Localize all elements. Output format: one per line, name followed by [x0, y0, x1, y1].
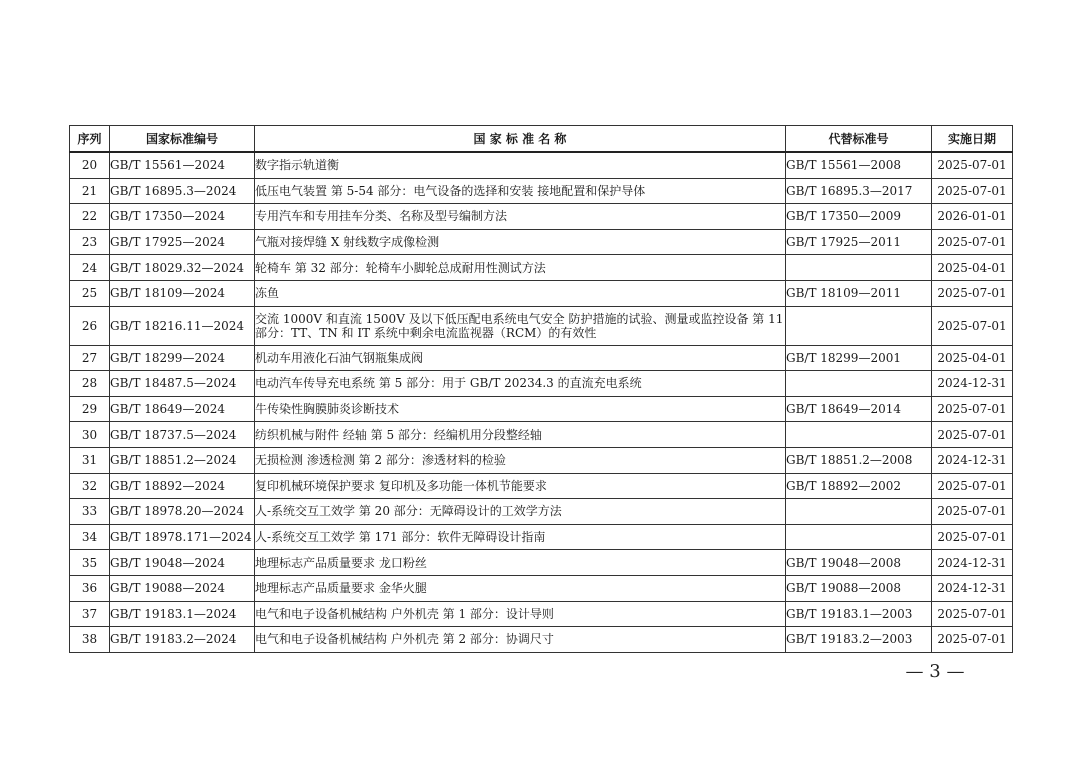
cell-seq: 24 [70, 255, 110, 281]
header-seq: 序列 [70, 126, 110, 153]
cell-effective-date: 2025-07-01 [932, 229, 1013, 255]
cell-standard-name: 气瓶对接焊缝 X 射线数字成像检测 [255, 229, 786, 255]
cell-replaces: GB/T 18109—2011 [786, 280, 932, 306]
cell-standard-name: 地理标志产品质量要求 金华火腿 [255, 575, 786, 601]
cell-effective-date: 2025-04-01 [932, 345, 1013, 371]
cell-seq: 38 [70, 627, 110, 653]
cell-standard-name: 地理标志产品质量要求 龙口粉丝 [255, 550, 786, 576]
table-row [70, 152, 1013, 178]
cell-replaces: GB/T 19088—2008 [786, 575, 932, 601]
cell-effective-date: 2026-01-01 [932, 204, 1013, 230]
cell-seq: 35 [70, 550, 110, 576]
cell-standard-name: 电气和电子设备机械结构 户外机壳 第 2 部分：协调尺寸 [255, 627, 786, 653]
cell-standard-code: GB/T 18978.20—2024 [110, 499, 255, 525]
cell-standard-name: 低压电气装置 第 5-54 部分：电气设备的选择和安装 接地配置和保护导体 [255, 178, 786, 204]
cell-standard-name: 机动车用液化石油气钢瓶集成阀 [255, 345, 786, 371]
table-header [70, 126, 1013, 153]
cell-standard-code: GB/T 18487.5—2024 [110, 371, 255, 397]
cell-effective-date: 2025-07-01 [932, 601, 1013, 627]
cell-replaces: GB/T 17925—2011 [786, 229, 932, 255]
cell-standard-code: GB/T 18737.5—2024 [110, 422, 255, 448]
table-row [70, 306, 1013, 345]
cell-seq: 31 [70, 447, 110, 473]
cell-standard-code: GB/T 18649—2024 [110, 396, 255, 422]
cell-standard-code: GB/T 19183.1—2024 [110, 601, 255, 627]
cell-replaces: GB/T 19048—2008 [786, 550, 932, 576]
cell-seq: 37 [70, 601, 110, 627]
cell-standard-code: GB/T 18029.32—2024 [110, 255, 255, 281]
cell-replaces [786, 524, 932, 550]
cell-replaces [786, 306, 932, 345]
cell-standard-name: 电动汽车传导充电系统 第 5 部分：用于 GB/T 20234.3 的直流充电系统 [255, 371, 786, 397]
cell-effective-date: 2025-07-01 [932, 422, 1013, 448]
cell-standard-code: GB/T 17350—2024 [110, 204, 255, 230]
cell-standard-code: GB/T 19048—2024 [110, 550, 255, 576]
table-body [70, 152, 1013, 652]
cell-standard-code: GB/T 18892—2024 [110, 473, 255, 499]
cell-seq: 25 [70, 280, 110, 306]
table-row [70, 371, 1013, 397]
cell-standard-code: GB/T 18299—2024 [110, 345, 255, 371]
cell-seq: 26 [70, 306, 110, 345]
cell-replaces: GB/T 15561—2008 [786, 152, 932, 178]
cell-effective-date: 2025-07-01 [932, 473, 1013, 499]
cell-effective-date: 2024-12-31 [932, 447, 1013, 473]
cell-seq: 22 [70, 204, 110, 230]
cell-seq: 34 [70, 524, 110, 550]
header-replaces: 代替标准号 [786, 126, 932, 153]
cell-effective-date: 2024-12-31 [932, 575, 1013, 601]
page-number: — 3 — [905, 661, 965, 682]
header-standard-code: 国家标准编号 [110, 126, 255, 153]
cell-effective-date: 2025-07-01 [932, 280, 1013, 306]
cell-standard-name: 专用汽车和专用挂车分类、名称及型号编制方法 [255, 204, 786, 230]
cell-standard-name: 复印机械环境保护要求 复印机及多功能一体机节能要求 [255, 473, 786, 499]
cell-standard-code: GB/T 16895.3—2024 [110, 178, 255, 204]
cell-replaces: GB/T 18649—2014 [786, 396, 932, 422]
cell-standard-code: GB/T 17925—2024 [110, 229, 255, 255]
cell-seq: 21 [70, 178, 110, 204]
cell-standard-code: GB/T 18109—2024 [110, 280, 255, 306]
cell-seq: 28 [70, 371, 110, 397]
cell-effective-date: 2025-07-01 [932, 152, 1013, 178]
cell-seq: 32 [70, 473, 110, 499]
table-row [70, 422, 1013, 448]
header-effective-date: 实施日期 [932, 126, 1013, 153]
cell-standard-name: 纺织机械与附件 经轴 第 5 部分：经编机用分段整经轴 [255, 422, 786, 448]
table-row [70, 204, 1013, 230]
header-row [70, 126, 1013, 153]
cell-effective-date: 2025-07-01 [932, 396, 1013, 422]
cell-seq: 27 [70, 345, 110, 371]
cell-seq: 30 [70, 422, 110, 448]
cell-replaces: GB/T 18892—2002 [786, 473, 932, 499]
cell-standard-code: GB/T 18851.2—2024 [110, 447, 255, 473]
cell-standard-code: GB/T 18978.171—2024 [110, 524, 255, 550]
cell-standard-code: GB/T 15561—2024 [110, 152, 255, 178]
cell-standard-code: GB/T 19183.2—2024 [110, 627, 255, 653]
cell-seq: 29 [70, 396, 110, 422]
cell-standard-name: 轮椅车 第 32 部分：轮椅车小脚轮总成耐用性测试方法 [255, 255, 786, 281]
table-row [70, 473, 1013, 499]
standards-table [69, 125, 1013, 653]
table-row [70, 575, 1013, 601]
cell-replaces: GB/T 19183.1—2003 [786, 601, 932, 627]
table-row [70, 550, 1013, 576]
table-row [70, 447, 1013, 473]
cell-effective-date: 2025-07-01 [932, 178, 1013, 204]
table-row [70, 345, 1013, 371]
cell-standard-code: GB/T 19088—2024 [110, 575, 255, 601]
cell-standard-name: 人-系统交互工效学 第 20 部分：无障碍设计的工效学方法 [255, 499, 786, 525]
cell-effective-date: 2025-07-01 [932, 627, 1013, 653]
cell-standard-name: 人-系统交互工效学 第 171 部分：软件无障碍设计指南 [255, 524, 786, 550]
cell-effective-date: 2025-07-01 [932, 306, 1013, 345]
cell-standard-name: 交流 1000V 和直流 1500V 及以下低压配电系统电气安全 防护措施的试验、测量或监控设备 第 11 部分：TT、TN 和 IT 系统中剩余电流监视器（RCM）的有效性 [255, 306, 786, 345]
cell-effective-date: 2025-04-01 [932, 255, 1013, 281]
table-row [70, 280, 1013, 306]
cell-replaces: GB/T 18851.2—2008 [786, 447, 932, 473]
table-row [70, 601, 1013, 627]
cell-effective-date: 2024-12-31 [932, 550, 1013, 576]
table-row [70, 255, 1013, 281]
cell-replaces: GB/T 17350—2009 [786, 204, 932, 230]
cell-replaces: GB/T 19183.2—2003 [786, 627, 932, 653]
cell-seq: 20 [70, 152, 110, 178]
cell-standard-code: GB/T 18216.11—2024 [110, 306, 255, 345]
cell-seq: 23 [70, 229, 110, 255]
cell-effective-date: 2025-07-01 [932, 524, 1013, 550]
table-row [70, 627, 1013, 653]
cell-replaces [786, 371, 932, 397]
cell-seq: 33 [70, 499, 110, 525]
cell-standard-name: 电气和电子设备机械结构 户外机壳 第 1 部分：设计导则 [255, 601, 786, 627]
cell-standard-name: 牛传染性胸膜肺炎诊断技术 [255, 396, 786, 422]
table-row [70, 229, 1013, 255]
table-row [70, 178, 1013, 204]
cell-replaces [786, 422, 932, 448]
cell-replaces: GB/T 18299—2001 [786, 345, 932, 371]
cell-standard-name: 冻鱼 [255, 280, 786, 306]
table-row [70, 396, 1013, 422]
cell-effective-date: 2024-12-31 [932, 371, 1013, 397]
cell-standard-name: 数字指示轨道衡 [255, 152, 786, 178]
cell-effective-date: 2025-07-01 [932, 499, 1013, 525]
cell-replaces: GB/T 16895.3—2017 [786, 178, 932, 204]
table-row [70, 524, 1013, 550]
header-standard-name: 国 家 标 准 名 称 [255, 126, 786, 153]
table-row [70, 499, 1013, 525]
cell-standard-name: 无损检测 渗透检测 第 2 部分：渗透材料的检验 [255, 447, 786, 473]
cell-replaces [786, 499, 932, 525]
cell-replaces [786, 255, 932, 281]
cell-seq: 36 [70, 575, 110, 601]
